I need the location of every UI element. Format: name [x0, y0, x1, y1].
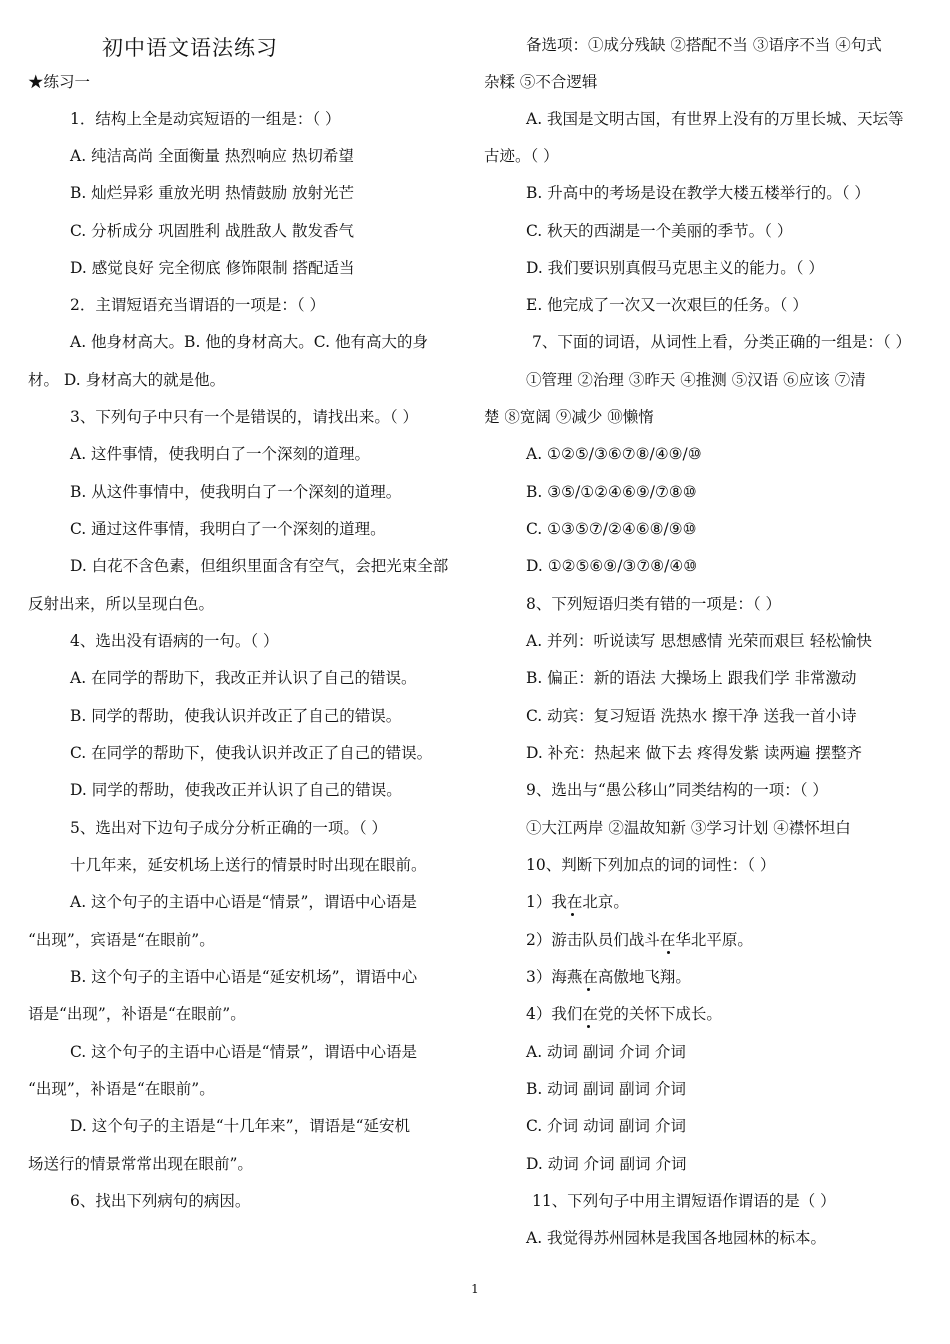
text-line: 古迹。（ ） [484, 147, 559, 165]
text-line: C. 这个句子的主语中心语是“情景”，谓语中心语是 [70, 1043, 418, 1061]
text-line: 6、找出下列病句的病因。 [70, 1192, 251, 1210]
emphasis-dot [587, 988, 590, 991]
text-line: C. 通过这件事情，我明白了一个深刻的道理。 [70, 520, 386, 538]
text-line: A. 在同学的帮助下，我改正并认识了自己的错误。 [70, 669, 417, 687]
text-line: ①管理 ②治理 ③昨天 ④推测 ⑤汉语 ⑥应该 ⑦清 [526, 371, 866, 389]
text-line: B. 从这件事情中，使我明白了一个深刻的道理。 [70, 483, 402, 501]
text-line: A. 他身材高大。B. 他的身材高大。C. 他有高大的身 [70, 333, 428, 351]
text-line: C. ①③⑤⑦/②④⑥⑧/⑨⑩ [526, 520, 697, 538]
text-line: ①大江两岸 ②温故知新 ③学习计划 ④襟怀坦白 [526, 819, 851, 837]
text-line: 楚 ⑧宽阔 ⑨减少 ⑩懒惰 [484, 408, 654, 426]
text-line: A. 动词 副词 介词 介词 [526, 1043, 686, 1061]
text-line: C. 分析成分 巩固胜利 战胜敌人 散发香气 [70, 222, 354, 240]
text-line: A. 这个句子的主语中心语是“情景”，谓语中心语是 [70, 893, 417, 911]
text-line: A. 这件事情，使我明白了一个深刻的道理。 [70, 445, 371, 463]
text-line: B. 动词 副词 副词 介词 [526, 1080, 687, 1098]
text-line: 11、下列句子中用主谓短语作谓语的是（ ） [532, 1192, 836, 1210]
text-line: 9、选出与“愚公移山”同类结构的一项：（ ） [526, 781, 828, 799]
text-line: 4、选出没有语病的一句。（ ） [70, 632, 279, 650]
text-line: D. 我们要识别真假马克思主义的能力。（ ） [526, 259, 824, 277]
text-line: D. 这个句子的主语是“十几年来”，谓语是“延安机 [70, 1117, 411, 1135]
text-line: A. 我觉得苏州园林是我国各地园林的标本。 [526, 1229, 827, 1247]
text-line: 材。 D. 身材高大的就是他。 [28, 371, 226, 389]
text-line: C. 秋天的西湖是一个美丽的季节。（ ） [526, 222, 793, 240]
text-line: A. 纯洁高尚 全面衡量 热烈响应 热切希望 [70, 147, 354, 165]
text-line: 1．结构上全是动宾短语的一组是：（ ） [70, 110, 341, 128]
text-line: D. 补充：热起来 做下去 疼得发紫 读两遍 摆整齐 [526, 744, 862, 762]
text-line: 4）我们在党的关怀下成长。 [526, 1005, 722, 1023]
text-line: 2．主谓短语充当谓语的一项是：（ ） [70, 296, 326, 314]
text-line: D. 白花不含色素，但组织里面含有空气，会把光束全部 [70, 557, 449, 575]
text-line: B. 同学的帮助，使我认识并改正了自己的错误。 [70, 707, 402, 725]
text-line: 1）我在北京。 [526, 893, 629, 911]
text-line: 3）海燕在高傲地飞翔。 [526, 968, 691, 986]
text-line: E. 他完成了一次又一次艰巨的任务。（ ） [526, 296, 808, 314]
text-line: 反射出来，所以呈现白色。 [28, 595, 215, 613]
text-line: C. 动宾：复习短语 洗热水 擦干净 送我一首小诗 [526, 707, 857, 725]
text-line: B. 这个句子的主语中心语是“延安机场”，谓语中心 [70, 968, 418, 986]
text-line: C. 在同学的帮助下，使我认识并改正了自己的错误。 [70, 744, 433, 762]
section-heading: ★练习一 [28, 73, 91, 91]
text-line: “出现”，补语是“在眼前”。 [28, 1080, 215, 1098]
page-number: 1 [471, 1282, 479, 1296]
text-line: B. ③⑤/①②④⑥⑨/⑦⑧⑩ [526, 483, 697, 501]
text-line: 场送行的情景常常出现在眼前”。 [28, 1155, 253, 1173]
text-line: D. ①②⑤⑥⑨/③⑦⑧/④⑩ [526, 557, 698, 575]
emphasis-dot [667, 951, 670, 954]
text-line: A. 并列：听说读写 思想感情 光荣而艰巨 轻松愉快 [526, 632, 872, 650]
text-line: 5、选出对下边句子成分分析正确的一项。（ ） [70, 819, 388, 837]
emphasis-dot [571, 913, 574, 916]
text-line: B. 灿烂异彩 重放光明 热情鼓励 放射光芒 [70, 184, 355, 202]
text-line: 3、下列句子中只有一个是错误的，请找出来。（ ） [70, 408, 419, 426]
text-line: D. 动词 介词 副词 介词 [526, 1155, 687, 1173]
text-line: B. 升高中的考场是设在教学大楼五楼举行的。（ ） [526, 184, 870, 202]
text-line: D. 感觉良好 完全彻底 修饰限制 搭配适当 [70, 259, 355, 277]
page-title: 初中语文语法练习 [102, 36, 278, 60]
text-line: 杂糅 ⑤不合逻辑 [484, 73, 598, 91]
text-line: D. 同学的帮助，使我改正并认识了自己的错误。 [70, 781, 402, 799]
text-line: 语是“出现”，补语是“在眼前”。 [28, 1005, 246, 1023]
text-line: “出现”，宾语是“在眼前”。 [28, 931, 215, 949]
text-line: C. 介词 动词 副词 介词 [526, 1117, 686, 1135]
text-line: B. 偏正：新的语法 大操场上 跟我们学 非常激动 [526, 669, 857, 687]
text-line: A. 我国是文明古国，有世界上没有的万里长城、天坛等 [526, 110, 904, 128]
text-line: 7、下面的词语，从词性上看，分类正确的一组是：（ ） [532, 333, 912, 351]
text-line: 10、判断下列加点的词的词性：（ ） [526, 856, 776, 874]
text-line: 备选项：①成分残缺 ②搭配不当 ③语序不当 ④句式 [526, 36, 882, 54]
emphasis-dot [587, 1025, 590, 1028]
text-line: A. ①②⑤/③⑥⑦⑧/④⑨/⑩ [526, 445, 702, 463]
text-line: 十几年来，延安机场上送行的情景时时出现在眼前。 [70, 856, 427, 874]
text-line: 2）游击队员们战斗在华北平原。 [526, 931, 753, 949]
text-line: 8、下列短语归类有错的一项是：（ ） [526, 595, 782, 613]
